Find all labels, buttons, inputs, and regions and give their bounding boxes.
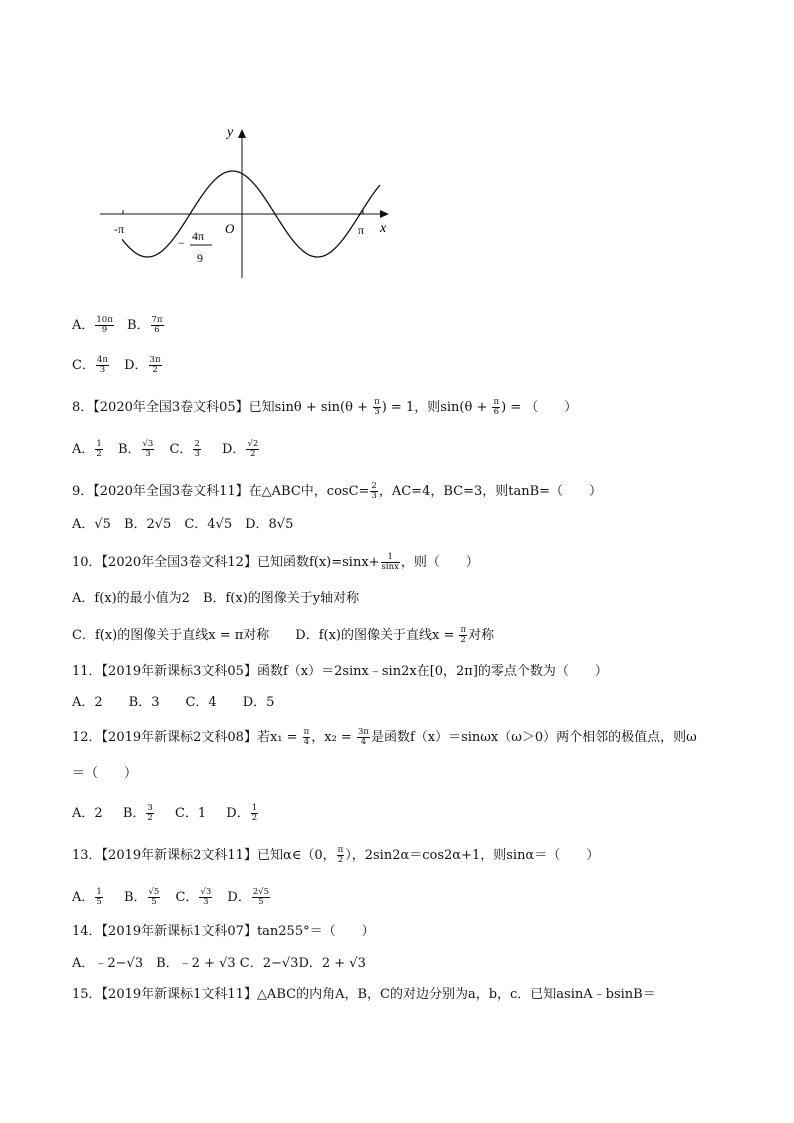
denominator: sinx [381, 562, 399, 572]
option-label: C． [175, 890, 199, 905]
q15-stem: 15．【2019年新课标1文科11】△ABC的内角A，B，C的对边分别为a，b，c．已知asinA﹣bsinB＝ [72, 987, 656, 1002]
stem-text: 13．【2019年新课标2文科11】已知α∈（0， [72, 848, 336, 863]
numerator: √3 [200, 887, 212, 897]
numerator: √3 [142, 439, 154, 449]
denominator: 2 [250, 449, 256, 459]
q7-option-a[interactable] [72, 315, 115, 335]
numerator: π [337, 845, 344, 855]
q14-stem: 14．【2019年新课标1文科07】tan255°＝（ ） [72, 924, 375, 939]
denominator: 3 [145, 449, 151, 459]
q13-option-a[interactable] [72, 887, 104, 907]
option-label: D． [226, 806, 250, 821]
q14-options[interactable]: A．﹣2−√3 B．﹣2 + √3 C．2−√3D．2 + √3 [72, 956, 366, 971]
denominator: 2 [147, 813, 153, 823]
q8-option-b[interactable] [117, 439, 155, 459]
denominator: 2 [460, 635, 466, 645]
q8-option-d[interactable] [222, 439, 260, 459]
denominator: 5 [258, 897, 264, 907]
stem-text: 10．【2020年全国3卷文科12】已知函数f(x)=sinx+ [72, 555, 380, 570]
denominator: 4 [360, 737, 367, 747]
denominator: 5 [151, 897, 157, 907]
fraction [252, 888, 270, 907]
option-label: A． [72, 318, 95, 333]
option-label: B． [123, 890, 147, 905]
fraction [370, 482, 377, 501]
numerator: π [460, 625, 467, 635]
option-text: 对称 [468, 628, 495, 643]
numerator: 7π [151, 315, 163, 325]
q12-stem [72, 728, 697, 747]
q8-option-a[interactable] [72, 439, 104, 459]
numerator: 1 [96, 887, 102, 897]
q12-option-a[interactable]: A．2 [72, 806, 103, 821]
numerator: 1 [381, 553, 400, 563]
denominator: 3 [99, 365, 106, 375]
fraction [151, 316, 164, 335]
denominator: 3 [374, 407, 380, 417]
fraction [337, 846, 345, 865]
q12-option-b[interactable] [122, 803, 155, 823]
q13-stem [72, 846, 599, 865]
mark-denominator: 9 [197, 251, 203, 265]
q11-stem: 11．【2019年新课标3文科05】函数f（x）＝2sinx﹣sin2x在[0，2π]的零点个数为（ ） [72, 664, 608, 679]
q7-option-c[interactable] [72, 355, 110, 375]
fraction [492, 398, 500, 417]
stem-text: 8．【2020年全国3卷文科05】已知sinθ + sin(θ + [72, 400, 373, 415]
neg-pi-label: -π [114, 222, 125, 236]
fraction [95, 316, 113, 335]
option-label: D． [124, 358, 148, 373]
mark-minus: − [178, 236, 185, 250]
q13-options [72, 888, 271, 907]
q7-options-ab [72, 316, 165, 335]
denominator: 3 [194, 449, 200, 459]
fraction [95, 440, 102, 459]
option-label: B． [126, 318, 150, 333]
q9-stem [72, 482, 602, 501]
stem-text: 是函数f（x）＝sinωx（ω＞0）两个相邻的极值点，则ω [370, 730, 697, 745]
denominator: 2 [152, 365, 158, 375]
denominator: 3 [203, 897, 209, 907]
option-label: D． [227, 890, 251, 905]
fraction [459, 626, 467, 645]
option-label: A． [72, 890, 95, 905]
fraction [303, 728, 311, 747]
option-label: A． [72, 442, 95, 457]
numerator: π [303, 727, 310, 737]
numerator: 2 [371, 481, 377, 491]
fraction [146, 804, 153, 823]
fraction [246, 440, 259, 459]
numerator: 1 [96, 439, 102, 449]
stem-text: ，AC=4，BC=3，则tanB=（ ） [378, 484, 603, 499]
option-label: B． [122, 806, 146, 821]
sine-graph-figure [0, 0, 794, 300]
numerator: √5 [148, 887, 160, 897]
q12-option-c[interactable]: C．1 [174, 806, 207, 821]
fraction [193, 440, 200, 459]
fraction [149, 356, 162, 375]
numerator: 1 [251, 803, 258, 813]
q10-stem [72, 553, 479, 572]
option-label: D． [222, 442, 246, 457]
option-label: C． [169, 442, 193, 457]
fraction [373, 398, 381, 417]
q12-options [72, 804, 259, 823]
numerator: π [374, 397, 380, 407]
denominator: 5 [96, 897, 102, 907]
numerator: 2 [194, 439, 200, 449]
denominator: 2 [251, 813, 258, 823]
q7-option-d[interactable] [124, 355, 162, 375]
denominator: 6 [154, 325, 160, 335]
origin-label: O [225, 221, 235, 236]
y-axis-arrow [238, 129, 246, 138]
denominator: 4 [303, 737, 310, 747]
numerator: 3 [147, 803, 153, 813]
q9-options[interactable]: A．√5 B．2√5 C．4√5 D．8√5 [72, 517, 294, 532]
numerator: π [493, 397, 500, 407]
option-label: C． [72, 358, 95, 373]
q10-options-ab[interactable]: A．f(x)的最小值为2 B．f(x)的图像关于y轴对称 [72, 591, 360, 606]
stem-text: ) = （ ） [501, 400, 578, 415]
option-label: B． [117, 442, 141, 457]
fraction [251, 804, 258, 823]
fraction [381, 553, 400, 572]
numerator: 4π [96, 355, 108, 365]
stem-text: ) = 1，则sin(θ + [381, 400, 492, 415]
q13-option-b[interactable] [123, 887, 161, 907]
q8-stem [72, 398, 577, 417]
q8-option-c[interactable] [169, 439, 201, 459]
stem-text: 12．【2019年新课标2文科08】若x₁ = [72, 730, 302, 745]
q13-option-d[interactable] [227, 887, 271, 907]
stem-text: ，则（ ） [400, 555, 479, 570]
q12-option-d[interactable] [226, 803, 259, 823]
q10-options-cd[interactable] [72, 626, 494, 645]
numerator: 2√5 [252, 887, 270, 897]
fraction [95, 888, 102, 907]
stem-text: ），2sin2α＝cos2α+1，则sinα＝（ ） [345, 848, 600, 863]
fraction [357, 728, 370, 747]
option-text: C．f(x)的图像关于直线x = π对称 D．f(x)的图像关于直线x = [72, 628, 459, 643]
stem-text: ，x₂ = [311, 730, 356, 745]
fraction [96, 356, 109, 375]
numerator: 3π [357, 727, 369, 737]
x-axis-label: x [380, 221, 387, 236]
q12-stem-cont: ＝（ ） [72, 766, 138, 781]
denominator: 3 [371, 491, 377, 501]
fraction [142, 440, 155, 459]
numerator: √2 [247, 439, 259, 449]
fraction [148, 888, 161, 907]
q11-options[interactable]: A．2 B．3 C．4 D．5 [72, 695, 275, 710]
q8-options [72, 440, 260, 459]
numerator: 10π [96, 315, 113, 325]
denominator: 6 [493, 407, 499, 417]
stem-text: 9．【2020年全国3卷文科11】在△ABC中，cosC= [72, 484, 370, 499]
q13-option-c[interactable] [175, 887, 213, 907]
q7-options-cd [72, 356, 163, 375]
q7-option-b[interactable] [126, 315, 165, 335]
numerator: 3π [149, 355, 161, 365]
denominator: 9 [101, 325, 108, 335]
pi-label: π [358, 223, 365, 237]
fraction [199, 888, 212, 907]
mark-numerator: 4π [192, 229, 205, 243]
y-axis-label: y [227, 125, 234, 140]
denominator: 2 [337, 855, 344, 865]
x-axis-arrow [380, 210, 389, 218]
denominator: 2 [96, 449, 102, 459]
